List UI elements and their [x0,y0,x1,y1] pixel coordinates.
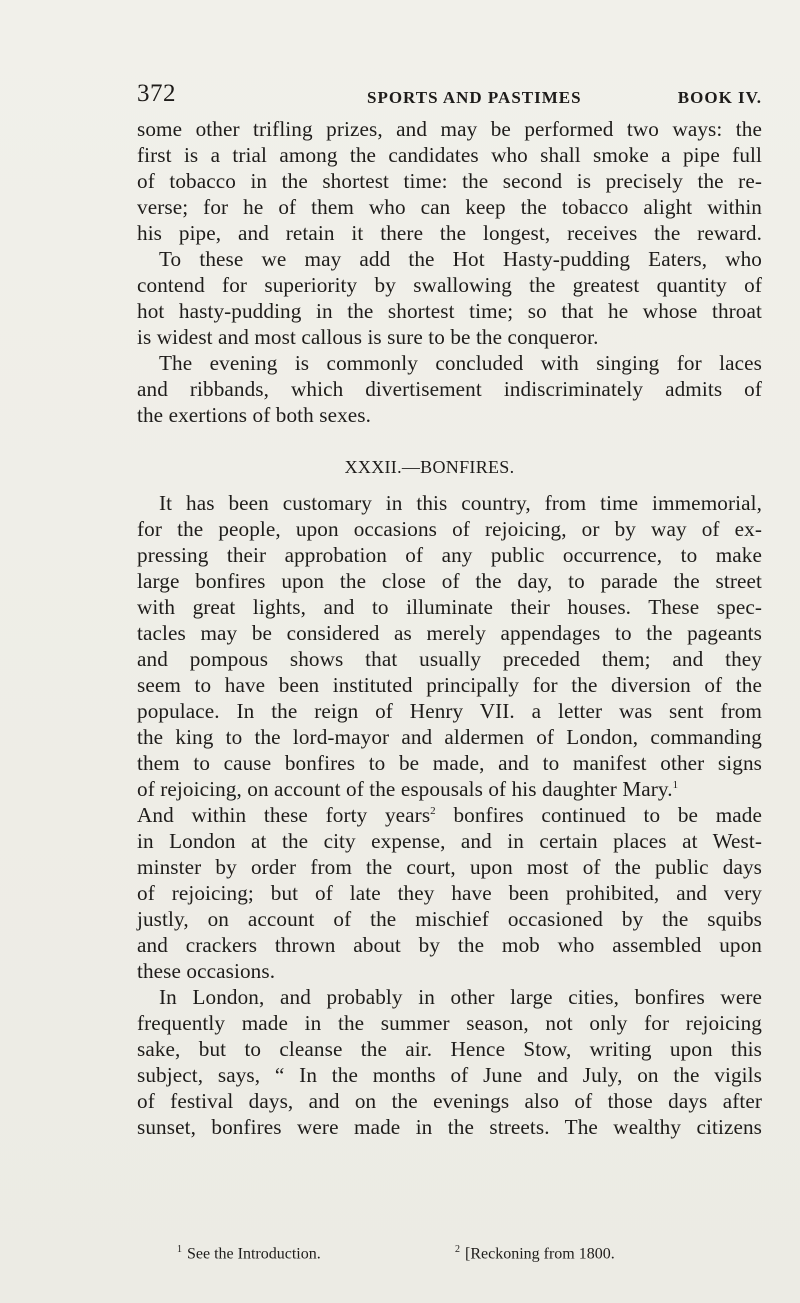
section-heading: XXXII.—BONFIRES. [344,457,515,477]
footnotes [137,1244,762,1266]
text-line: subject, says, “ In the months of June and July, on the vigils [137,1063,762,1087]
text-line: in London at the city expense, and in certain places at West- [137,829,762,853]
text-segment: of rejoicing, on account of the espousals of his daughter Mary. [137,777,673,801]
text-line: and pompous shows that usually preceded them; and they [137,647,762,671]
text-line: seem to have been instituted principally for the diversion of the [137,673,762,697]
text-segment: bonfires continued to be made [435,803,763,827]
spacer [137,428,762,454]
body-text [137,116,762,1140]
text-line: The evening is commonly concluded with singing for laces [159,351,762,375]
text-line: with great lights, and to illuminate their houses. These spec- [137,595,762,619]
text-line: is widest and most callous is sure to be the conqueror. [137,325,599,349]
text-line-mary [137,776,762,802]
text-line: frequently made in the summer season, not only for rejoicing [137,1011,762,1035]
text-line: for the people, upon occasions of rejoicing, or by way of ex- [137,517,762,541]
footnote-text: [Reckoning from 1800. [465,1245,615,1263]
text-line: populace. In the reign of Henry VII. a letter was sent from [137,699,762,723]
text-line: his pipe, and retain it there the longest, receives the reward. [137,221,762,245]
text-line: of tobacco in the shortest time: the second is precisely the re- [137,169,762,193]
text-line: these occasions. [137,959,276,983]
text-line: them to cause bonfires to be made, and to manifest other signs [137,751,762,775]
spacer [137,480,762,490]
running-head [137,80,762,110]
text-line: minster by order from the court, upon most of the public days [137,855,762,879]
text-line: of festival days, and on the evenings also of those days after [137,1089,762,1113]
text-line: pressing their approbation of any public occurrence, to make [137,543,762,567]
text-line: sunset, bonfires were made in the streets. The wealthy citizens [137,1115,762,1139]
text-line: verse; for he of them who can keep the tobacco alight within [137,195,762,219]
text-line: It has been customary in this country, from time immemorial, [159,491,762,515]
text-line: sake, but to cleanse the air. Hence Stow, writing upon this [137,1037,762,1061]
text-line: of rejoicing; but of late they have been prohibited, and very [137,881,762,905]
text-line: contend for superiority by swallowing the greatest quantity of [137,273,762,297]
footnote-mark: 1 [177,1244,182,1255]
footnote-1 [177,1244,321,1263]
text-line: justly, on account of the mischief occasioned by the squibs [137,907,762,931]
footnote-ref: 1 [672,778,679,791]
text-line: and crackers thrown about by the mob who assembled upon [137,933,762,957]
text-line: first is a trial among the candidates who shall smoke a pipe full [137,143,762,167]
text-line: the king to the lord-mayor and aldermen of London, commanding [137,725,762,749]
running-title: SPORTS AND PASTIMES [367,88,582,107]
text-line: the exertions of both sexes. [137,403,372,427]
text-line: tacles may be considered as merely appendages to the pageants [137,621,762,645]
text-line-years [137,802,762,828]
text-line: To these we may add the Hot Hasty-pudding Eaters, who [159,247,762,271]
text-line: large bonfires upon the close of the day, to parade the street [137,569,762,593]
footnote-2 [455,1244,615,1263]
text-line: some other trifling prizes, and may be performed two ways: the [137,117,762,141]
footnote-text: See the Introduction. [187,1245,321,1263]
footnote-ref: 2 [430,804,436,817]
page-number: 372 [137,80,176,107]
book-label: BOOK IV. [677,88,762,107]
text-line: In London, and probably in other large cities, bonfires were [159,985,762,1009]
footnote-mark: 2 [455,1244,460,1255]
text-line: hot hasty-pudding in the shortest time; so that he whose throat [137,299,762,323]
text-line: and ribbands, which divertisement indiscriminately admits of [137,377,762,401]
text-segment: And within these forty years [137,803,431,827]
